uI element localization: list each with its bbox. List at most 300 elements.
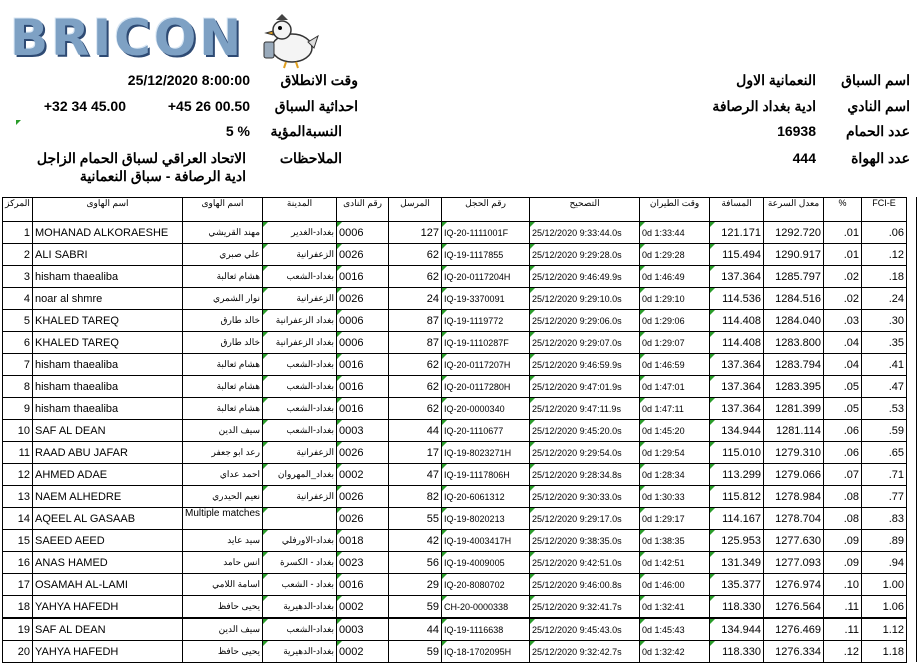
fanciers-value: 444 bbox=[792, 150, 816, 166]
rank-cell: 19 bbox=[3, 618, 33, 641]
distance-cell: 118.330 bbox=[710, 641, 764, 663]
flight-time-cell: 0d 1:29:07 bbox=[640, 332, 710, 354]
sent-cell: 47 bbox=[389, 464, 442, 486]
fci-cell: .71 bbox=[862, 464, 907, 486]
fancier-name-en: noar al shmre bbox=[33, 288, 183, 310]
ring-cell: IQ-19-4003417H bbox=[442, 530, 530, 552]
correction-cell: 25/12/2020 9:29:10.0s bbox=[530, 288, 640, 310]
percent-cell: .05 bbox=[824, 376, 862, 398]
fancier-name-en: YAHYA HAFEDH bbox=[33, 596, 183, 619]
rank-cell: 13 bbox=[3, 486, 33, 508]
col-rank: المركز bbox=[3, 198, 33, 222]
speed-cell: 1281.399 bbox=[764, 398, 824, 420]
correction-cell: 25/12/2020 9:29:28.0s bbox=[530, 244, 640, 266]
col-fancier-ar: اسم الهاوى bbox=[183, 198, 263, 222]
fci-cell: .47 bbox=[862, 376, 907, 398]
fancier-name-ar: يحيى حافظ bbox=[183, 641, 263, 663]
distance-cell: 137.364 bbox=[710, 354, 764, 376]
city-cell: الزعفرانية bbox=[263, 486, 337, 508]
ring-cell: IQ-19-1117855 bbox=[442, 244, 530, 266]
table-row bbox=[3, 618, 907, 641]
fancier-name-en: SAEED AEED bbox=[33, 530, 183, 552]
col-correction: التصحيح bbox=[530, 198, 640, 222]
club-cell: 0002 bbox=[337, 596, 389, 619]
rank-cell: 7 bbox=[3, 354, 33, 376]
race-name-value: النعمانية الاول bbox=[736, 72, 816, 88]
rank-cell: 10 bbox=[3, 420, 33, 442]
bricon-logo bbox=[10, 10, 310, 70]
fancier-name-ar: خالد طارق bbox=[183, 332, 263, 354]
distance-cell: 137.364 bbox=[710, 376, 764, 398]
flight-time-cell: 0d 1:47:11 bbox=[640, 398, 710, 420]
fancier-name-ar: خالد طارق bbox=[183, 310, 263, 332]
flight-time-cell: 0d 1:29:06 bbox=[640, 310, 710, 332]
ring-cell: CH-20-0000338 bbox=[442, 596, 530, 619]
fancier-name-en: RAAD ABU JAFAR bbox=[33, 442, 183, 464]
rank-cell: 4 bbox=[3, 288, 33, 310]
ring-cell: IQ-20-6061312 bbox=[442, 486, 530, 508]
coords-value-1: +45 26 00.50 bbox=[167, 98, 250, 114]
table-row bbox=[3, 354, 907, 376]
sent-cell: 62 bbox=[389, 398, 442, 420]
fci-cell: .94 bbox=[862, 552, 907, 574]
fci-cell: 1.18 bbox=[862, 641, 907, 663]
speed-cell: 1283.395 bbox=[764, 376, 824, 398]
fancier-name-en: SAF AL DEAN bbox=[33, 420, 183, 442]
speed-cell: 1290.917 bbox=[764, 244, 824, 266]
table-row bbox=[3, 420, 907, 442]
ring-cell: IQ-19-1116638 bbox=[442, 618, 530, 641]
club-cell: 0026 bbox=[337, 288, 389, 310]
col-city: المدينة bbox=[263, 198, 337, 222]
ring-cell: IQ-19-1110287F bbox=[442, 332, 530, 354]
rank-cell: 1 bbox=[3, 222, 33, 244]
sent-cell: 56 bbox=[389, 552, 442, 574]
percent-value: 5 % bbox=[225, 123, 250, 139]
table-row bbox=[3, 266, 907, 288]
percent-cell: .06 bbox=[824, 420, 862, 442]
percent-cell: .02 bbox=[824, 266, 862, 288]
fancier-name-en: ANAS HAMED bbox=[33, 552, 183, 574]
distance-cell: 114.536 bbox=[710, 288, 764, 310]
city-cell: بغداد-الاورفلي bbox=[263, 530, 337, 552]
col-percent: % bbox=[824, 198, 862, 222]
club-cell: 0006 bbox=[337, 222, 389, 244]
col-sent: المرسل bbox=[389, 198, 442, 222]
fancier-name-en: AQEEL AL GASAAB bbox=[33, 508, 183, 530]
rank-cell: 3 bbox=[3, 266, 33, 288]
percent-cell: .11 bbox=[824, 596, 862, 619]
flight-time-cell: 0d 1:45:20 bbox=[640, 420, 710, 442]
sent-cell: 87 bbox=[389, 310, 442, 332]
rank-cell: 9 bbox=[3, 398, 33, 420]
club-cell: 0018 bbox=[337, 530, 389, 552]
club-cell: 0016 bbox=[337, 266, 389, 288]
correction-cell: 25/12/2020 9:46:00.8s bbox=[530, 574, 640, 596]
rank-cell: 20 bbox=[3, 641, 33, 663]
club-cell: 0003 bbox=[337, 420, 389, 442]
table-row bbox=[3, 486, 907, 508]
city-cell: بغداد-الشعب bbox=[263, 420, 337, 442]
city-cell: بغداد-الشعب bbox=[263, 266, 337, 288]
distance-cell: 114.167 bbox=[710, 508, 764, 530]
fancier-name-en: hisham thaealiba bbox=[33, 266, 183, 288]
sent-cell: 24 bbox=[389, 288, 442, 310]
rank-cell: 18 bbox=[3, 596, 33, 619]
sent-cell: 44 bbox=[389, 420, 442, 442]
table-row bbox=[3, 464, 907, 486]
fancier-name-en: YAHYA HAFEDH bbox=[33, 641, 183, 663]
col-ring: رقم الحجل bbox=[442, 198, 530, 222]
ring-cell: IQ-19-8020213 bbox=[442, 508, 530, 530]
rank-cell: 5 bbox=[3, 310, 33, 332]
city-cell: بغداد-الغدير bbox=[263, 222, 337, 244]
percent-cell: .04 bbox=[824, 354, 862, 376]
ring-cell: IQ-19-4009005 bbox=[442, 552, 530, 574]
city-cell bbox=[263, 508, 337, 530]
results-table bbox=[2, 197, 907, 663]
speed-cell: 1281.114 bbox=[764, 420, 824, 442]
fancier-name-ar: Multiple matches bbox=[183, 508, 263, 530]
club-cell: 0016 bbox=[337, 398, 389, 420]
sent-cell: 44 bbox=[389, 618, 442, 641]
fancier-name-ar: انس حامد bbox=[183, 552, 263, 574]
distance-cell: 115.494 bbox=[710, 244, 764, 266]
table-row bbox=[3, 222, 907, 244]
city-cell: بغداد-الدهيرية bbox=[263, 641, 337, 663]
club-cell: 0026 bbox=[337, 508, 389, 530]
club-value: ادية بغداد الرصافة bbox=[712, 98, 816, 114]
distance-cell: 135.377 bbox=[710, 574, 764, 596]
fancier-name-en: MOHANAD ALKORAESHE bbox=[33, 222, 183, 244]
notes-line-2: ادية الرصافة - سباق النعمانية bbox=[79, 168, 246, 184]
table-header-row bbox=[3, 198, 907, 222]
notes-line-1: الاتحاد العراقي لسباق الحمام الزاجل bbox=[36, 150, 246, 166]
speed-cell: 1284.040 bbox=[764, 310, 824, 332]
table-row bbox=[3, 332, 907, 354]
fancier-name-en: OSAMAH AL-LAMI bbox=[33, 574, 183, 596]
correction-cell: 25/12/2020 9:29:07.0s bbox=[530, 332, 640, 354]
percent-cell: .06 bbox=[824, 442, 862, 464]
sent-cell: 42 bbox=[389, 530, 442, 552]
flight-time-cell: 0d 1:46:49 bbox=[640, 266, 710, 288]
table-row bbox=[3, 310, 907, 332]
right-border bbox=[916, 197, 917, 662]
correction-cell: 25/12/2020 9:32:42.7s bbox=[530, 641, 640, 663]
fancier-name-en: KHALED TAREQ bbox=[33, 332, 183, 354]
table-row bbox=[3, 244, 907, 266]
percent-cell: .02 bbox=[824, 288, 862, 310]
fancier-name-ar: سيد عايد bbox=[183, 530, 263, 552]
col-club: رقم النادى bbox=[337, 198, 389, 222]
fci-cell: .12 bbox=[862, 244, 907, 266]
col-fci: FCI-E bbox=[862, 198, 907, 222]
distance-cell: 125.953 bbox=[710, 530, 764, 552]
sent-cell: 87 bbox=[389, 332, 442, 354]
correction-cell: 25/12/2020 9:47:01.9s bbox=[530, 376, 640, 398]
fci-cell: .65 bbox=[862, 442, 907, 464]
percent-cell: .08 bbox=[824, 508, 862, 530]
city-cell: بغداد الزعفرانية bbox=[263, 310, 337, 332]
fancier-name-en: hisham thaealiba bbox=[33, 354, 183, 376]
ring-cell: IQ-19-8023271H bbox=[442, 442, 530, 464]
fancier-name-ar: سيف الدين bbox=[183, 618, 263, 641]
flight-time-cell: 0d 1:45:43 bbox=[640, 618, 710, 641]
col-flight-time: وقت الطيران bbox=[640, 198, 710, 222]
sent-cell: 127 bbox=[389, 222, 442, 244]
col-fancier-en: اسم الهاوى bbox=[33, 198, 183, 222]
percent-cell: .12 bbox=[824, 641, 862, 663]
flight-time-cell: 0d 1:29:17 bbox=[640, 508, 710, 530]
correction-cell: 25/12/2020 9:28:34.8s bbox=[530, 464, 640, 486]
city-cell: بغداد - الكسرة bbox=[263, 552, 337, 574]
percent-cell: .09 bbox=[824, 552, 862, 574]
city-cell: بغداد الزعفرانية bbox=[263, 332, 337, 354]
table-row bbox=[3, 596, 907, 619]
flight-time-cell: 0d 1:32:42 bbox=[640, 641, 710, 663]
sent-cell: 55 bbox=[389, 508, 442, 530]
distance-cell: 114.408 bbox=[710, 332, 764, 354]
ring-cell: IQ-20-0000340 bbox=[442, 398, 530, 420]
pigeons-value: 16938 bbox=[777, 123, 816, 139]
city-cell: بغداد-الشعب bbox=[263, 618, 337, 641]
correction-cell: 25/12/2020 9:29:06.0s bbox=[530, 310, 640, 332]
flight-time-cell: 0d 1:46:59 bbox=[640, 354, 710, 376]
flight-time-cell: 0d 1:38:35 bbox=[640, 530, 710, 552]
pigeon-mascot-icon bbox=[258, 12, 320, 70]
percent-cell: .01 bbox=[824, 222, 862, 244]
start-time-value: 25/12/2020 8:00:00 bbox=[127, 72, 250, 88]
fci-cell: .30 bbox=[862, 310, 907, 332]
speed-cell: 1285.797 bbox=[764, 266, 824, 288]
correction-cell: 25/12/2020 9:32:41.7s bbox=[530, 596, 640, 619]
club-cell: 0016 bbox=[337, 574, 389, 596]
distance-cell: 121.171 bbox=[710, 222, 764, 244]
fci-cell: .53 bbox=[862, 398, 907, 420]
city-cell: الزعفرانية bbox=[263, 288, 337, 310]
speed-cell: 1283.800 bbox=[764, 332, 824, 354]
sent-cell: 62 bbox=[389, 266, 442, 288]
sent-cell: 17 bbox=[389, 442, 442, 464]
rank-cell: 16 bbox=[3, 552, 33, 574]
comment-marker bbox=[16, 120, 21, 125]
ring-cell: IQ-20-8080702 bbox=[442, 574, 530, 596]
correction-cell: 25/12/2020 9:33:44.0s bbox=[530, 222, 640, 244]
fancier-name-ar: هشام ثعالبة bbox=[183, 266, 263, 288]
ring-cell: IQ-20-0117207H bbox=[442, 354, 530, 376]
fci-cell: .83 bbox=[862, 508, 907, 530]
club-cell: 0026 bbox=[337, 486, 389, 508]
table-row bbox=[3, 574, 907, 596]
distance-cell: 134.944 bbox=[710, 420, 764, 442]
flight-time-cell: 0d 1:29:10 bbox=[640, 288, 710, 310]
correction-cell: 25/12/2020 9:47:11.9s bbox=[530, 398, 640, 420]
correction-cell: 25/12/2020 9:46:59.9s bbox=[530, 354, 640, 376]
percent-cell: .04 bbox=[824, 332, 862, 354]
fci-cell: .77 bbox=[862, 486, 907, 508]
fanciers-label: عدد الهواة bbox=[851, 150, 910, 166]
fancier-name-ar: مهند القريشي bbox=[183, 222, 263, 244]
speed-cell: 1279.066 bbox=[764, 464, 824, 486]
fancier-name-en: SAF AL DEAN bbox=[33, 618, 183, 641]
fci-cell: 1.00 bbox=[862, 574, 907, 596]
club-cell: 0026 bbox=[337, 244, 389, 266]
percent-cell: .07 bbox=[824, 464, 862, 486]
city-cell: بغداد-الشعب bbox=[263, 354, 337, 376]
sent-cell: 82 bbox=[389, 486, 442, 508]
fancier-name-ar: هشام ثعالبة bbox=[183, 354, 263, 376]
fci-cell: 1.12 bbox=[862, 618, 907, 641]
col-distance: المسافة bbox=[710, 198, 764, 222]
percent-cell: .01 bbox=[824, 244, 862, 266]
fancier-name-en: AHMED ADAE bbox=[33, 464, 183, 486]
speed-cell: 1276.974 bbox=[764, 574, 824, 596]
correction-cell: 25/12/2020 9:30:33.0s bbox=[530, 486, 640, 508]
city-cell: الزعفرانية bbox=[263, 442, 337, 464]
fancier-name-ar: سيف الدين bbox=[183, 420, 263, 442]
speed-cell: 1283.794 bbox=[764, 354, 824, 376]
distance-cell: 134.944 bbox=[710, 618, 764, 641]
ring-cell: IQ-19-1119772 bbox=[442, 310, 530, 332]
fci-cell: .41 bbox=[862, 354, 907, 376]
fancier-name-en: KHALED TAREQ bbox=[33, 310, 183, 332]
city-cell: بغداد-الشعب bbox=[263, 376, 337, 398]
city-cell: بغداد-الشعب bbox=[263, 398, 337, 420]
start-time-label: وقت الانطلاق bbox=[280, 72, 358, 88]
sent-cell: 62 bbox=[389, 354, 442, 376]
flight-time-cell: 0d 1:47:01 bbox=[640, 376, 710, 398]
flight-time-cell: 0d 1:33:44 bbox=[640, 222, 710, 244]
speed-cell: 1277.093 bbox=[764, 552, 824, 574]
fancier-name-ar: هشام ثعالبة bbox=[183, 398, 263, 420]
rank-cell: 14 bbox=[3, 508, 33, 530]
col-speed: معدل السرعة bbox=[764, 198, 824, 222]
rank-cell: 2 bbox=[3, 244, 33, 266]
flight-time-cell: 0d 1:29:28 bbox=[640, 244, 710, 266]
city-cell: بغداد-الدهيرية bbox=[263, 596, 337, 619]
fancier-name-en: hisham thaealiba bbox=[33, 398, 183, 420]
club-cell: 0002 bbox=[337, 464, 389, 486]
fci-cell: .06 bbox=[862, 222, 907, 244]
club-cell: 0002 bbox=[337, 641, 389, 663]
coords-value-2: +32 34 45.00 bbox=[43, 98, 126, 114]
table-row bbox=[3, 288, 907, 310]
distance-cell: 131.349 bbox=[710, 552, 764, 574]
flight-time-cell: 0d 1:42:51 bbox=[640, 552, 710, 574]
city-cell: بغداد - الشعب bbox=[263, 574, 337, 596]
rank-cell: 17 bbox=[3, 574, 33, 596]
table-row bbox=[3, 641, 907, 663]
speed-cell: 1279.310 bbox=[764, 442, 824, 464]
distance-cell: 114.408 bbox=[710, 310, 764, 332]
fci-cell: .18 bbox=[862, 266, 907, 288]
distance-cell: 137.364 bbox=[710, 266, 764, 288]
speed-cell: 1276.334 bbox=[764, 641, 824, 663]
table-row bbox=[3, 442, 907, 464]
rank-cell: 11 bbox=[3, 442, 33, 464]
distance-cell: 118.330 bbox=[710, 596, 764, 619]
speed-cell: 1276.469 bbox=[764, 618, 824, 641]
table-row bbox=[3, 398, 907, 420]
ring-cell: IQ-20-0117280H bbox=[442, 376, 530, 398]
coords-label: احداثية السباق bbox=[274, 98, 358, 114]
club-cell: 0016 bbox=[337, 376, 389, 398]
ring-cell: IQ-18-1702095H bbox=[442, 641, 530, 663]
ring-cell: IQ-20-1111001F bbox=[442, 222, 530, 244]
club-cell: 0003 bbox=[337, 618, 389, 641]
flight-time-cell: 0d 1:32:41 bbox=[640, 596, 710, 619]
speed-cell: 1277.630 bbox=[764, 530, 824, 552]
sent-cell: 29 bbox=[389, 574, 442, 596]
table-row bbox=[3, 530, 907, 552]
flight-time-cell: 0d 1:28:34 bbox=[640, 464, 710, 486]
fancier-name-ar: نوار الشمري bbox=[183, 288, 263, 310]
percent-cell: .09 bbox=[824, 530, 862, 552]
correction-cell: 25/12/2020 9:38:35.0s bbox=[530, 530, 640, 552]
fancier-name-ar: يحيى حافظ bbox=[183, 596, 263, 619]
ring-cell: IQ-19-1117806H bbox=[442, 464, 530, 486]
percent-cell: .05 bbox=[824, 398, 862, 420]
percent-cell: .03 bbox=[824, 310, 862, 332]
logo-text: BRICON bbox=[10, 9, 245, 67]
table-row bbox=[3, 376, 907, 398]
distance-cell: 137.364 bbox=[710, 398, 764, 420]
percent-cell: .11 bbox=[824, 618, 862, 641]
fancier-name-ar: اسامة اللامي bbox=[183, 574, 263, 596]
fancier-name-ar: رعد ابو جعفر bbox=[183, 442, 263, 464]
flight-time-cell: 0d 1:30:33 bbox=[640, 486, 710, 508]
percent-cell: .08 bbox=[824, 486, 862, 508]
fci-cell: .35 bbox=[862, 332, 907, 354]
speed-cell: 1292.720 bbox=[764, 222, 824, 244]
fci-cell: .24 bbox=[862, 288, 907, 310]
club-cell: 0006 bbox=[337, 332, 389, 354]
ring-cell: IQ-19-3370091 bbox=[442, 288, 530, 310]
correction-cell: 25/12/2020 9:45:20.0s bbox=[530, 420, 640, 442]
distance-cell: 113.299 bbox=[710, 464, 764, 486]
club-cell: 0026 bbox=[337, 442, 389, 464]
ring-cell: IQ-20-1110677 bbox=[442, 420, 530, 442]
distance-cell: 115.812 bbox=[710, 486, 764, 508]
correction-cell: 25/12/2020 9:42:51.0s bbox=[530, 552, 640, 574]
sent-cell: 62 bbox=[389, 376, 442, 398]
rank-cell: 6 bbox=[3, 332, 33, 354]
fci-cell: .89 bbox=[862, 530, 907, 552]
club-cell: 0006 bbox=[337, 310, 389, 332]
fci-cell: 1.06 bbox=[862, 596, 907, 619]
fci-cell: .59 bbox=[862, 420, 907, 442]
speed-cell: 1278.704 bbox=[764, 508, 824, 530]
rank-cell: 8 bbox=[3, 376, 33, 398]
flight-time-cell: 0d 1:29:54 bbox=[640, 442, 710, 464]
speed-cell: 1284.516 bbox=[764, 288, 824, 310]
fancier-name-ar: هشام ثعالبة bbox=[183, 376, 263, 398]
pigeons-label: عدد الحمام bbox=[845, 123, 910, 139]
fancier-name-en: ALI SABRI bbox=[33, 244, 183, 266]
distance-cell: 115.010 bbox=[710, 442, 764, 464]
sent-cell: 62 bbox=[389, 244, 442, 266]
fancier-name-ar: احمد عداي bbox=[183, 464, 263, 486]
percent-cell: .10 bbox=[824, 574, 862, 596]
city-cell: بغداد_المهروان bbox=[263, 464, 337, 486]
ring-cell: IQ-20-0117204H bbox=[442, 266, 530, 288]
race-name-label: اسم السباق bbox=[841, 72, 910, 88]
city-cell: الزعفرانية bbox=[263, 244, 337, 266]
table-row bbox=[3, 552, 907, 574]
correction-cell: 25/12/2020 9:46:49.9s bbox=[530, 266, 640, 288]
sent-cell: 59 bbox=[389, 641, 442, 663]
club-cell: 0023 bbox=[337, 552, 389, 574]
